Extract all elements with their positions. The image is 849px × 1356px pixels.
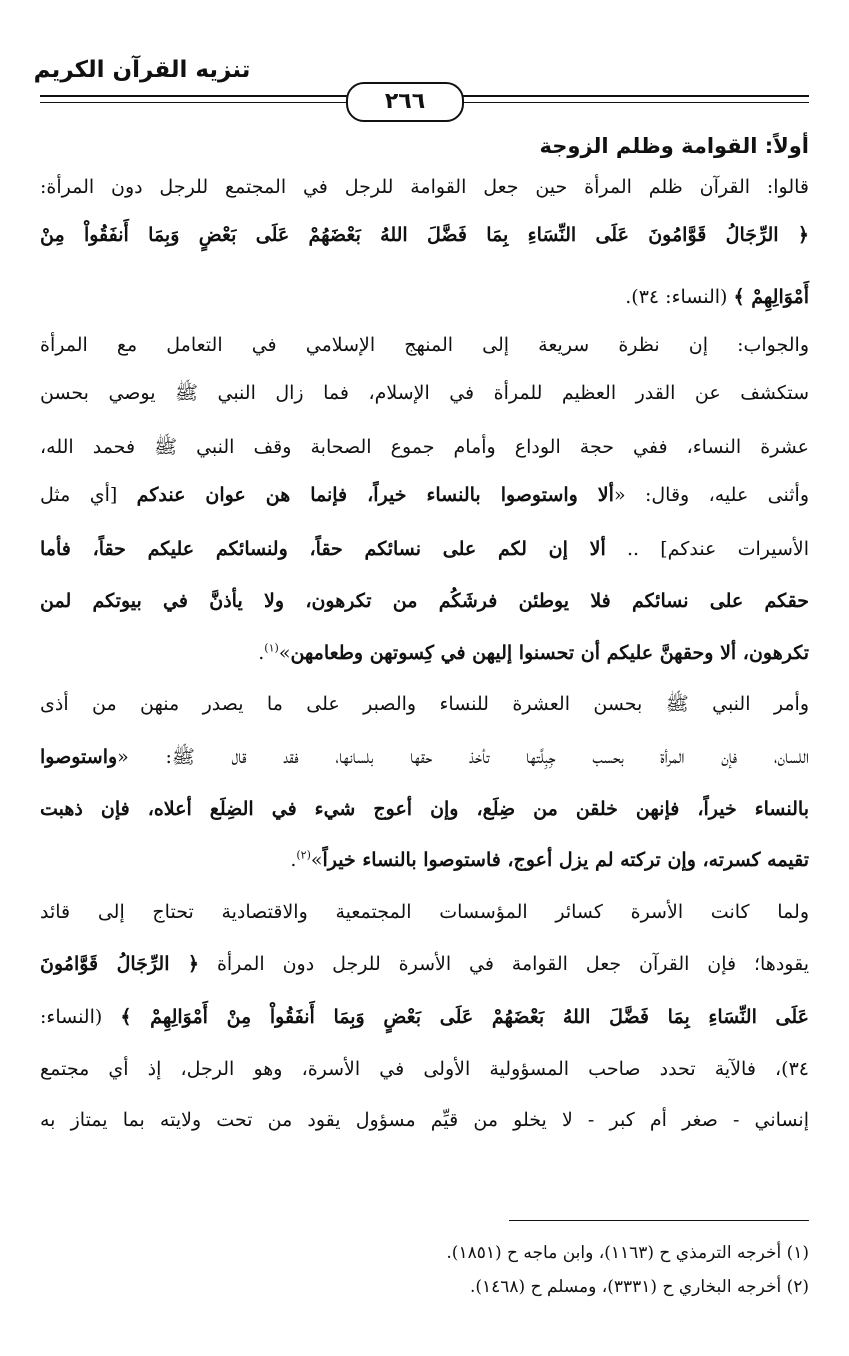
body-line: [40, 163, 809, 211]
running-header-title: تنزيه القرآن الكريم: [33, 57, 251, 83]
body-text-segment: قالوا: القرآن ظلم المرأة حين جعل القوامة للرجل في المجتمع للرجل دون المرأة:: [40, 176, 809, 198]
body-text-segment: وأثنى عليه، وقال: «: [613, 484, 809, 506]
hadith-text: ألا إن لكم على نسائكم حقاً، ولنسائكم عليكم حقاً، فأما: [40, 538, 606, 560]
body-text-segment: يقودها؛ فإن القرآن جعل القوامة في الأسرة للرجل دون المرأة: [199, 953, 809, 975]
quran-verse: ﴿ الرِّجَالُ قَوَّامُونَ: [40, 953, 200, 975]
body-text-segment: .: [290, 849, 297, 871]
body-line: [40, 577, 809, 625]
body-text-segment: .: [258, 642, 265, 664]
body-text-segment: »: [310, 849, 323, 871]
body-line: [40, 211, 809, 259]
body-text-segment: وأمر النبي ﷺ بحسن العشرة للنساء والصبر على ما يصدر منهن من أذى: [40, 693, 809, 715]
quran-verse: عَلَى النِّسَاءِ بِمَا فَضَّلَ اللهُ بَعْضَهُمْ عَلَى بَعْضٍ وَبِمَا أَنفَقُواْ مِنْ أَمْوَالِهِمْ ﴾: [120, 1006, 810, 1028]
footnote-marker: (٢): [296, 848, 311, 862]
hadith-text: تقيمه كسرته، وإن تركته لم يزل أعوج، فاستوصوا بالنساء خيراً: [322, 849, 809, 871]
quran-verse: ﴿ الرِّجَالُ قَوَّامُونَ عَلَى النِّسَاءِ بِمَا فَضَّلَ اللهُ بَعْضَهُمْ عَلَى بَعْضٍ وَبِمَا أَنفَقُواْ مِنْ: [40, 224, 809, 246]
body-text-segment: اللسان، فإن المرأة بحسب جِبِلَّتها تأخذ حقها بلسانها، فقد قال ﷺ: «: [117, 746, 809, 768]
body-line: [40, 940, 809, 988]
hadith-text: واستوصوا: [40, 746, 118, 768]
footnote-marker: (١): [264, 641, 279, 655]
body-line: [40, 680, 809, 728]
body-text-segment: ولما كانت الأسرة كسائر المؤسسات المجتمعية والاقتصادية تحتاج إلى قائد: [40, 901, 809, 923]
body-line: [40, 471, 809, 519]
body-line: [40, 629, 809, 677]
body-line: [40, 888, 809, 936]
body-line: [40, 733, 809, 781]
body-text-segment: إنساني - صغر أم كبر - لا يخلو من قيِّم مسؤول يقود من تحت ولايته بما يمتاز به: [40, 1109, 809, 1131]
footnote-separator: [509, 1220, 809, 1221]
body-text-segment: والجواب: إن نظرة سريعة إلى المنهج الإسلامي في التعامل مع المرأة: [40, 334, 809, 356]
footnote-1: (١) أخرجه الترمذي ح (١١٦٣)، وابن ماجه ح (١٨٥١).: [446, 1243, 809, 1263]
body-line: [40, 785, 809, 833]
section-heading: أولاً: القوامة وظلم الزوجة: [539, 134, 809, 158]
body-line: [40, 993, 809, 1041]
body-text-segment: [أي مثل: [40, 484, 137, 506]
hadith-text: بالنساء خيراً، فإنهن خلقن من ضِلَع، وإن أعوج شيء في الضِلَع أعلاه، فإن ذهبت: [40, 798, 809, 820]
body-text-segment: (النساء: ٣٤).: [625, 286, 734, 308]
body-text-segment: »: [278, 642, 291, 664]
hadith-text: حقكم على نسائكم فلا يوطئن فرشَكُم من تكرهون، ولا يأذنَّ في بيوتكم لمن: [40, 590, 809, 612]
body-text-segment: (النساء:: [40, 1006, 121, 1028]
hadith-text: ألا واستوصوا بالنساء خيراً، فإنما هن عوان عندكم: [136, 484, 614, 506]
body-text-segment: الأسيرات عندكم] ..: [605, 538, 809, 560]
body-text-segment: ستكشف عن القدر العظيم للمرأة في الإسلام، فما زال النبي ﷺ يوصي بحسن: [40, 382, 809, 404]
body-line: [40, 836, 809, 884]
body-line: [40, 1096, 809, 1144]
quran-verse: أَمْوَالِهِمْ ﴾: [733, 286, 809, 308]
body-line: [40, 369, 809, 417]
body-line: [40, 273, 809, 321]
body-text-segment: ٣٤)، فالآية تحدد صاحب المسؤولية الأولى في الأسرة، وهو الرجل، إذ أي مجتمع: [40, 1058, 809, 1080]
body-line: [40, 1045, 809, 1093]
body-line: [40, 423, 809, 471]
body-text-segment: عشرة النساء، ففي حجة الوداع وأمام جموع الصحابة وقف النبي ﷺ فحمد الله،: [40, 436, 809, 458]
page-number: ٢٦٦: [346, 82, 464, 122]
body-line: [40, 321, 809, 369]
body-line: [40, 525, 809, 573]
footnote-2: (٢) أخرجه البخاري ح (٣٣٣١)، ومسلم ح (١٤٦٨).: [469, 1277, 809, 1297]
hadith-text: تكرهون، ألا وحقهنَّ عليكم أن تحسنوا إليهن في كِسوتهن وطعامهن: [290, 642, 809, 664]
